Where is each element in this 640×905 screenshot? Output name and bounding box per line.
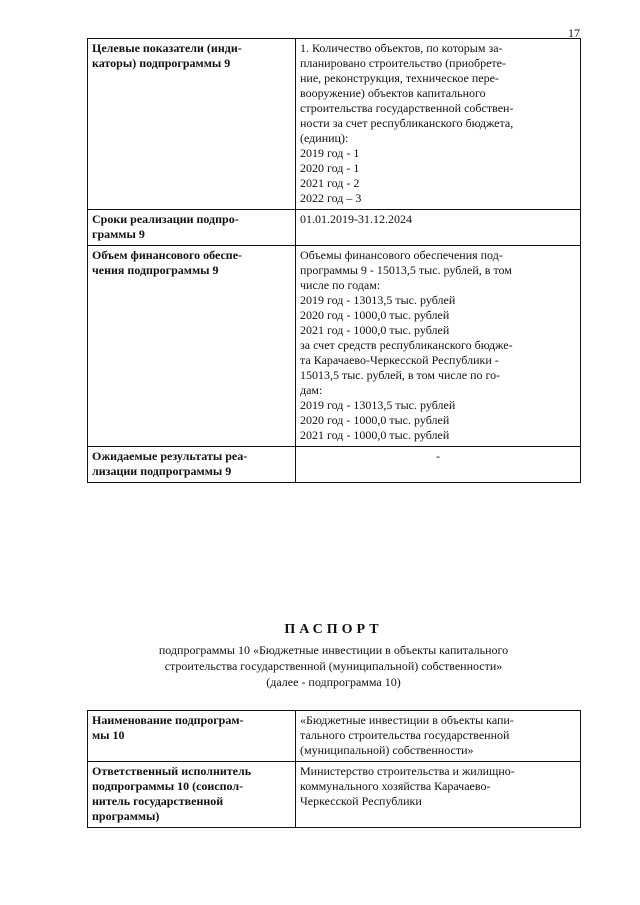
table-row (88, 246, 581, 447)
table-row (88, 39, 581, 210)
row-label-subprogram-name: Наименование подпрограм- мы 10 (88, 711, 296, 762)
passport-subtitle: подпрограммы 10 «Бюджетные инвестиции в объекты капитального строительства государственной (муниципальной) собственности» (далее - подпрограмма 10) (158, 643, 509, 689)
row-value-implementation-period: 01.01.2019-31.12.2024 (296, 210, 581, 246)
subprogram-9-table (87, 38, 581, 483)
passport-title: ПАСПОРТ (284, 622, 383, 637)
row-value-subprogram-name: «Бюджетные инвестиции в объекты капи- тального строительства государственной (муниципальной) собственности» (296, 711, 581, 762)
table-row (88, 711, 581, 762)
row-label-expected-results: Ожидаемые результаты реа- лизации подпрограммы 9 (88, 447, 296, 483)
row-label-responsible-executor: Ответственный исполнитель подпрограммы 10 (соиспол- нитель государственной программы) (88, 762, 296, 828)
subprogram-10-table (87, 710, 581, 828)
table-row (88, 447, 581, 483)
row-value-expected-results: - (296, 447, 581, 483)
row-label-funding-volume: Объем финансового обеспе- чения подпрограммы 9 (88, 246, 296, 447)
row-label-implementation-period: Сроки реализации подпро- граммы 9 (88, 210, 296, 246)
table-row (88, 210, 581, 246)
page-number: 17 (568, 26, 580, 40)
row-value-funding-volume: Объемы финансового обеспечения под- программы 9 - 15013,5 тыс. рублей, в том числе по годам: 2019 год - 13013,5 тыс. рублей 2020 год - 1000,0 тыс. рублей 2021 год - 1000,0 тыс. рублей за счет средств республиканского бюдже- та Карачаево-Черкесской Республики - 15013,5 тыс. рублей, в том числе по го- дам: 2019 год - 13013,5 тыс. рублей 2020 год - 1000,0 тыс. рублей 2021 год - 1000,0 тыс. рублей (296, 246, 581, 447)
row-label-target-indicators: Целевые показатели (инди- каторы) подпрограммы 9 (88, 39, 296, 210)
row-value-responsible-executor: Министерство строительства и жилищно- коммунального хозяйства Карачаево- Черкесской Республики (296, 762, 581, 828)
row-value-target-indicators: 1. Количество объектов, по которым за- планировано строительство (приобрете- ние, реконструкция, техническое пере- вооружение) объектов капитального строительства государственной собствен- ности за счет республиканского бюджета, (единиц): 2019 год - 1 2020 год - 1 2021 год - 2 2022 год – 3 (296, 39, 581, 210)
table-row (88, 762, 581, 828)
